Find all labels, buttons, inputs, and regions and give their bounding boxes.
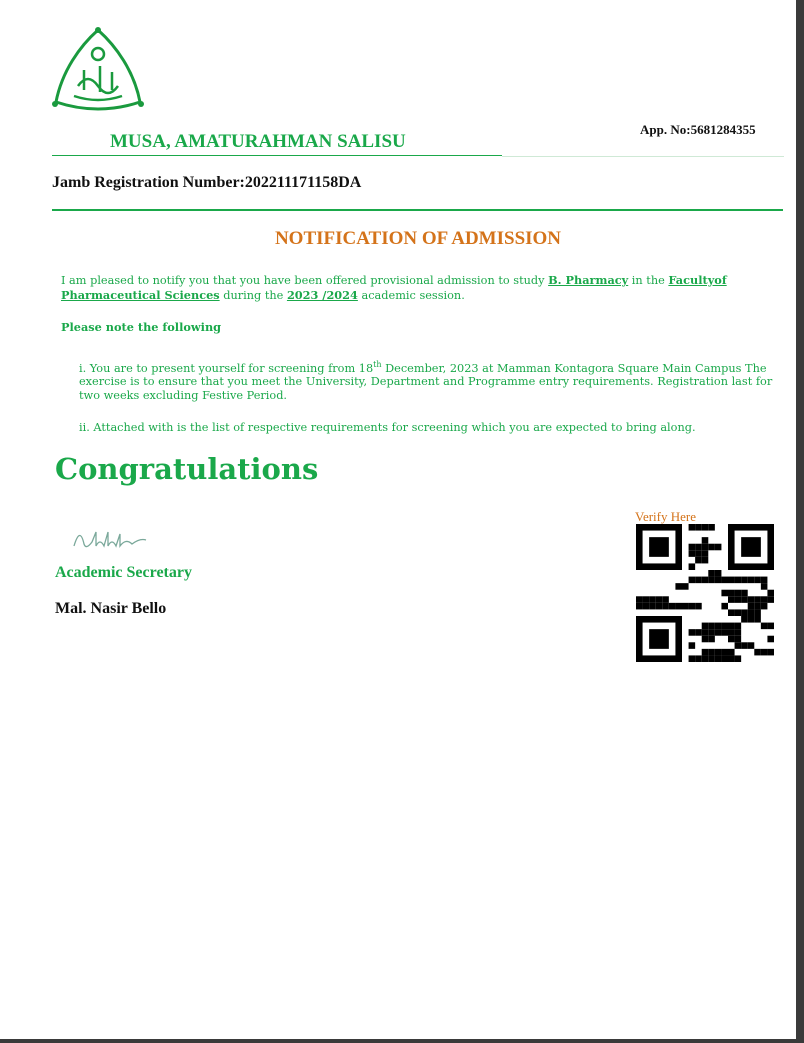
qr-module — [741, 537, 761, 557]
faculty-link: Facultyof Pharmaceutical Sciences — [61, 273, 727, 302]
qr-module — [702, 557, 709, 564]
qr-module — [728, 577, 735, 584]
qr-module — [715, 544, 722, 551]
qr-module — [695, 603, 702, 610]
university-logo — [50, 26, 146, 112]
qr-module — [689, 642, 696, 649]
qr-module — [721, 603, 728, 610]
qr-module — [702, 623, 709, 630]
qr-module — [748, 609, 755, 616]
qr-module — [754, 596, 761, 603]
qr-module — [735, 590, 742, 597]
qr-module — [715, 623, 722, 630]
qr-module — [767, 590, 774, 597]
qr-module — [702, 649, 709, 656]
qr-module — [754, 616, 761, 623]
qr-module — [748, 577, 755, 584]
qr-module — [643, 603, 650, 610]
congratulations-heading: Congratulations — [55, 452, 319, 486]
qr-module — [735, 636, 742, 643]
qr-module — [708, 570, 715, 577]
candidate-name: MUSA, AMATURAHMAN SALISU — [110, 131, 406, 152]
qr-module — [735, 642, 742, 649]
qr-module — [728, 590, 735, 597]
text: academic session. — [357, 289, 465, 302]
qr-module — [649, 596, 656, 603]
application-number: App. No:5681284355 — [640, 122, 756, 137]
programme-link: B. Pharmacy — [548, 273, 629, 287]
text: th — [373, 360, 382, 369]
qr-module — [695, 655, 702, 662]
qr-module — [695, 550, 702, 557]
text: i. You are to present yourself for screening from 18 — [79, 361, 374, 375]
qr-module — [748, 616, 755, 623]
qr-module — [708, 524, 715, 531]
qr-module — [735, 655, 742, 662]
qr-module — [767, 649, 774, 656]
qr-module — [702, 550, 709, 557]
qr-module — [636, 603, 643, 610]
qr-module — [761, 577, 768, 584]
qr-module — [702, 577, 709, 584]
qr-module — [669, 603, 676, 610]
qr-module — [649, 629, 669, 649]
signatory-title: Academic Secretary — [55, 564, 192, 581]
qr-module — [702, 537, 709, 544]
qr-module — [748, 603, 755, 610]
qr-module — [708, 629, 715, 636]
qr-module — [708, 649, 715, 656]
qr-module — [689, 563, 696, 570]
qr-module — [761, 603, 768, 610]
qr-module — [721, 623, 728, 630]
qr-module — [682, 583, 689, 590]
qr-module — [715, 649, 722, 656]
note-item-1 — [79, 358, 779, 402]
qr-module — [689, 603, 696, 610]
qr-module — [761, 583, 768, 590]
qr-module — [728, 655, 735, 662]
qr-module — [767, 623, 774, 630]
qr-module — [761, 623, 768, 630]
qr-module — [695, 557, 702, 564]
qr-module — [721, 655, 728, 662]
qr-module — [715, 577, 722, 584]
qr-module — [735, 623, 742, 630]
qr-module — [702, 636, 709, 643]
signatory-name: Mal. Nasir Bello — [55, 600, 167, 617]
qr-module — [656, 603, 663, 610]
qr-module — [656, 596, 663, 603]
qr-module — [728, 649, 735, 656]
qr-module — [662, 596, 669, 603]
qr-module — [675, 583, 682, 590]
qr-module — [702, 655, 709, 662]
qr-module — [761, 596, 768, 603]
qr-module — [708, 655, 715, 662]
qr-module — [741, 590, 748, 597]
qr-module — [735, 629, 742, 636]
qr-module — [702, 629, 709, 636]
qr-module — [728, 609, 735, 616]
qr-module — [689, 655, 696, 662]
admission-paragraph — [61, 273, 761, 303]
qr-module — [767, 636, 774, 643]
qr-module — [695, 577, 702, 584]
qr-module — [715, 629, 722, 636]
verify-label: Verify Here — [635, 509, 696, 524]
qr-module — [708, 636, 715, 643]
qr-module — [689, 577, 696, 584]
note-heading: Please note the following — [61, 320, 222, 334]
qr-module — [721, 590, 728, 597]
qr-module — [735, 577, 742, 584]
qr-module — [662, 603, 669, 610]
qr-module — [708, 544, 715, 551]
qr-module — [682, 603, 689, 610]
qr-module — [748, 642, 755, 649]
qr-module — [754, 609, 761, 616]
qr-module — [675, 603, 682, 610]
qr-module — [715, 570, 722, 577]
qr-module — [721, 649, 728, 656]
qr-module — [702, 524, 709, 531]
qr-module — [741, 642, 748, 649]
document-title: NOTIFICATION OF ADMISSION — [274, 228, 562, 249]
note-item-2: ii. Attached with is the list of respective requirements for screening which you are expected to bring along. — [79, 421, 696, 434]
qr-module — [741, 577, 748, 584]
qr-module — [689, 550, 696, 557]
signature — [70, 522, 180, 552]
qr-module — [649, 603, 656, 610]
qr-module — [695, 524, 702, 531]
qr-module — [721, 577, 728, 584]
qr-module — [767, 596, 774, 603]
qr-module — [728, 636, 735, 643]
qr-module — [649, 537, 669, 557]
qr-module — [695, 629, 702, 636]
jamb-registration-number: Jamb Registration Number:202211171158DA — [52, 174, 362, 191]
qr-module — [689, 629, 696, 636]
qr-module — [708, 577, 715, 584]
qr-module — [689, 524, 696, 531]
verification-qr-code[interactable] — [635, 524, 775, 662]
qr-module — [636, 596, 643, 603]
divider — [52, 155, 502, 156]
session-link: 2023 /2024 — [286, 288, 358, 302]
qr-module — [728, 629, 735, 636]
qr-module — [728, 623, 735, 630]
qr-module — [735, 609, 742, 616]
text: during the — [219, 289, 287, 302]
qr-module — [708, 623, 715, 630]
qr-module — [761, 649, 768, 656]
qr-module — [689, 544, 696, 551]
divider — [52, 209, 783, 211]
qr-module — [754, 603, 761, 610]
text: I am pleased to notify you that you have been offered provisional admission to study — [61, 274, 549, 287]
qr-module — [748, 596, 755, 603]
qr-module — [754, 649, 761, 656]
qr-module — [721, 629, 728, 636]
qr-module — [715, 655, 722, 662]
qr-module — [702, 544, 709, 551]
text: in the — [628, 274, 669, 287]
qr-module — [741, 616, 748, 623]
qr-module — [728, 596, 735, 603]
qr-module — [741, 609, 748, 616]
qr-module — [695, 544, 702, 551]
text: December, 2023 at Mamman Kontagora Square Main Campus The exercise is to ensure that you meet the University, Department and Programme entry requirements. Registration last for two weeks excluding Festive Period. — [79, 361, 773, 402]
divider — [502, 156, 784, 157]
qr-module — [643, 596, 650, 603]
qr-module — [735, 596, 742, 603]
qr-module — [741, 596, 748, 603]
qr-module — [754, 577, 761, 584]
